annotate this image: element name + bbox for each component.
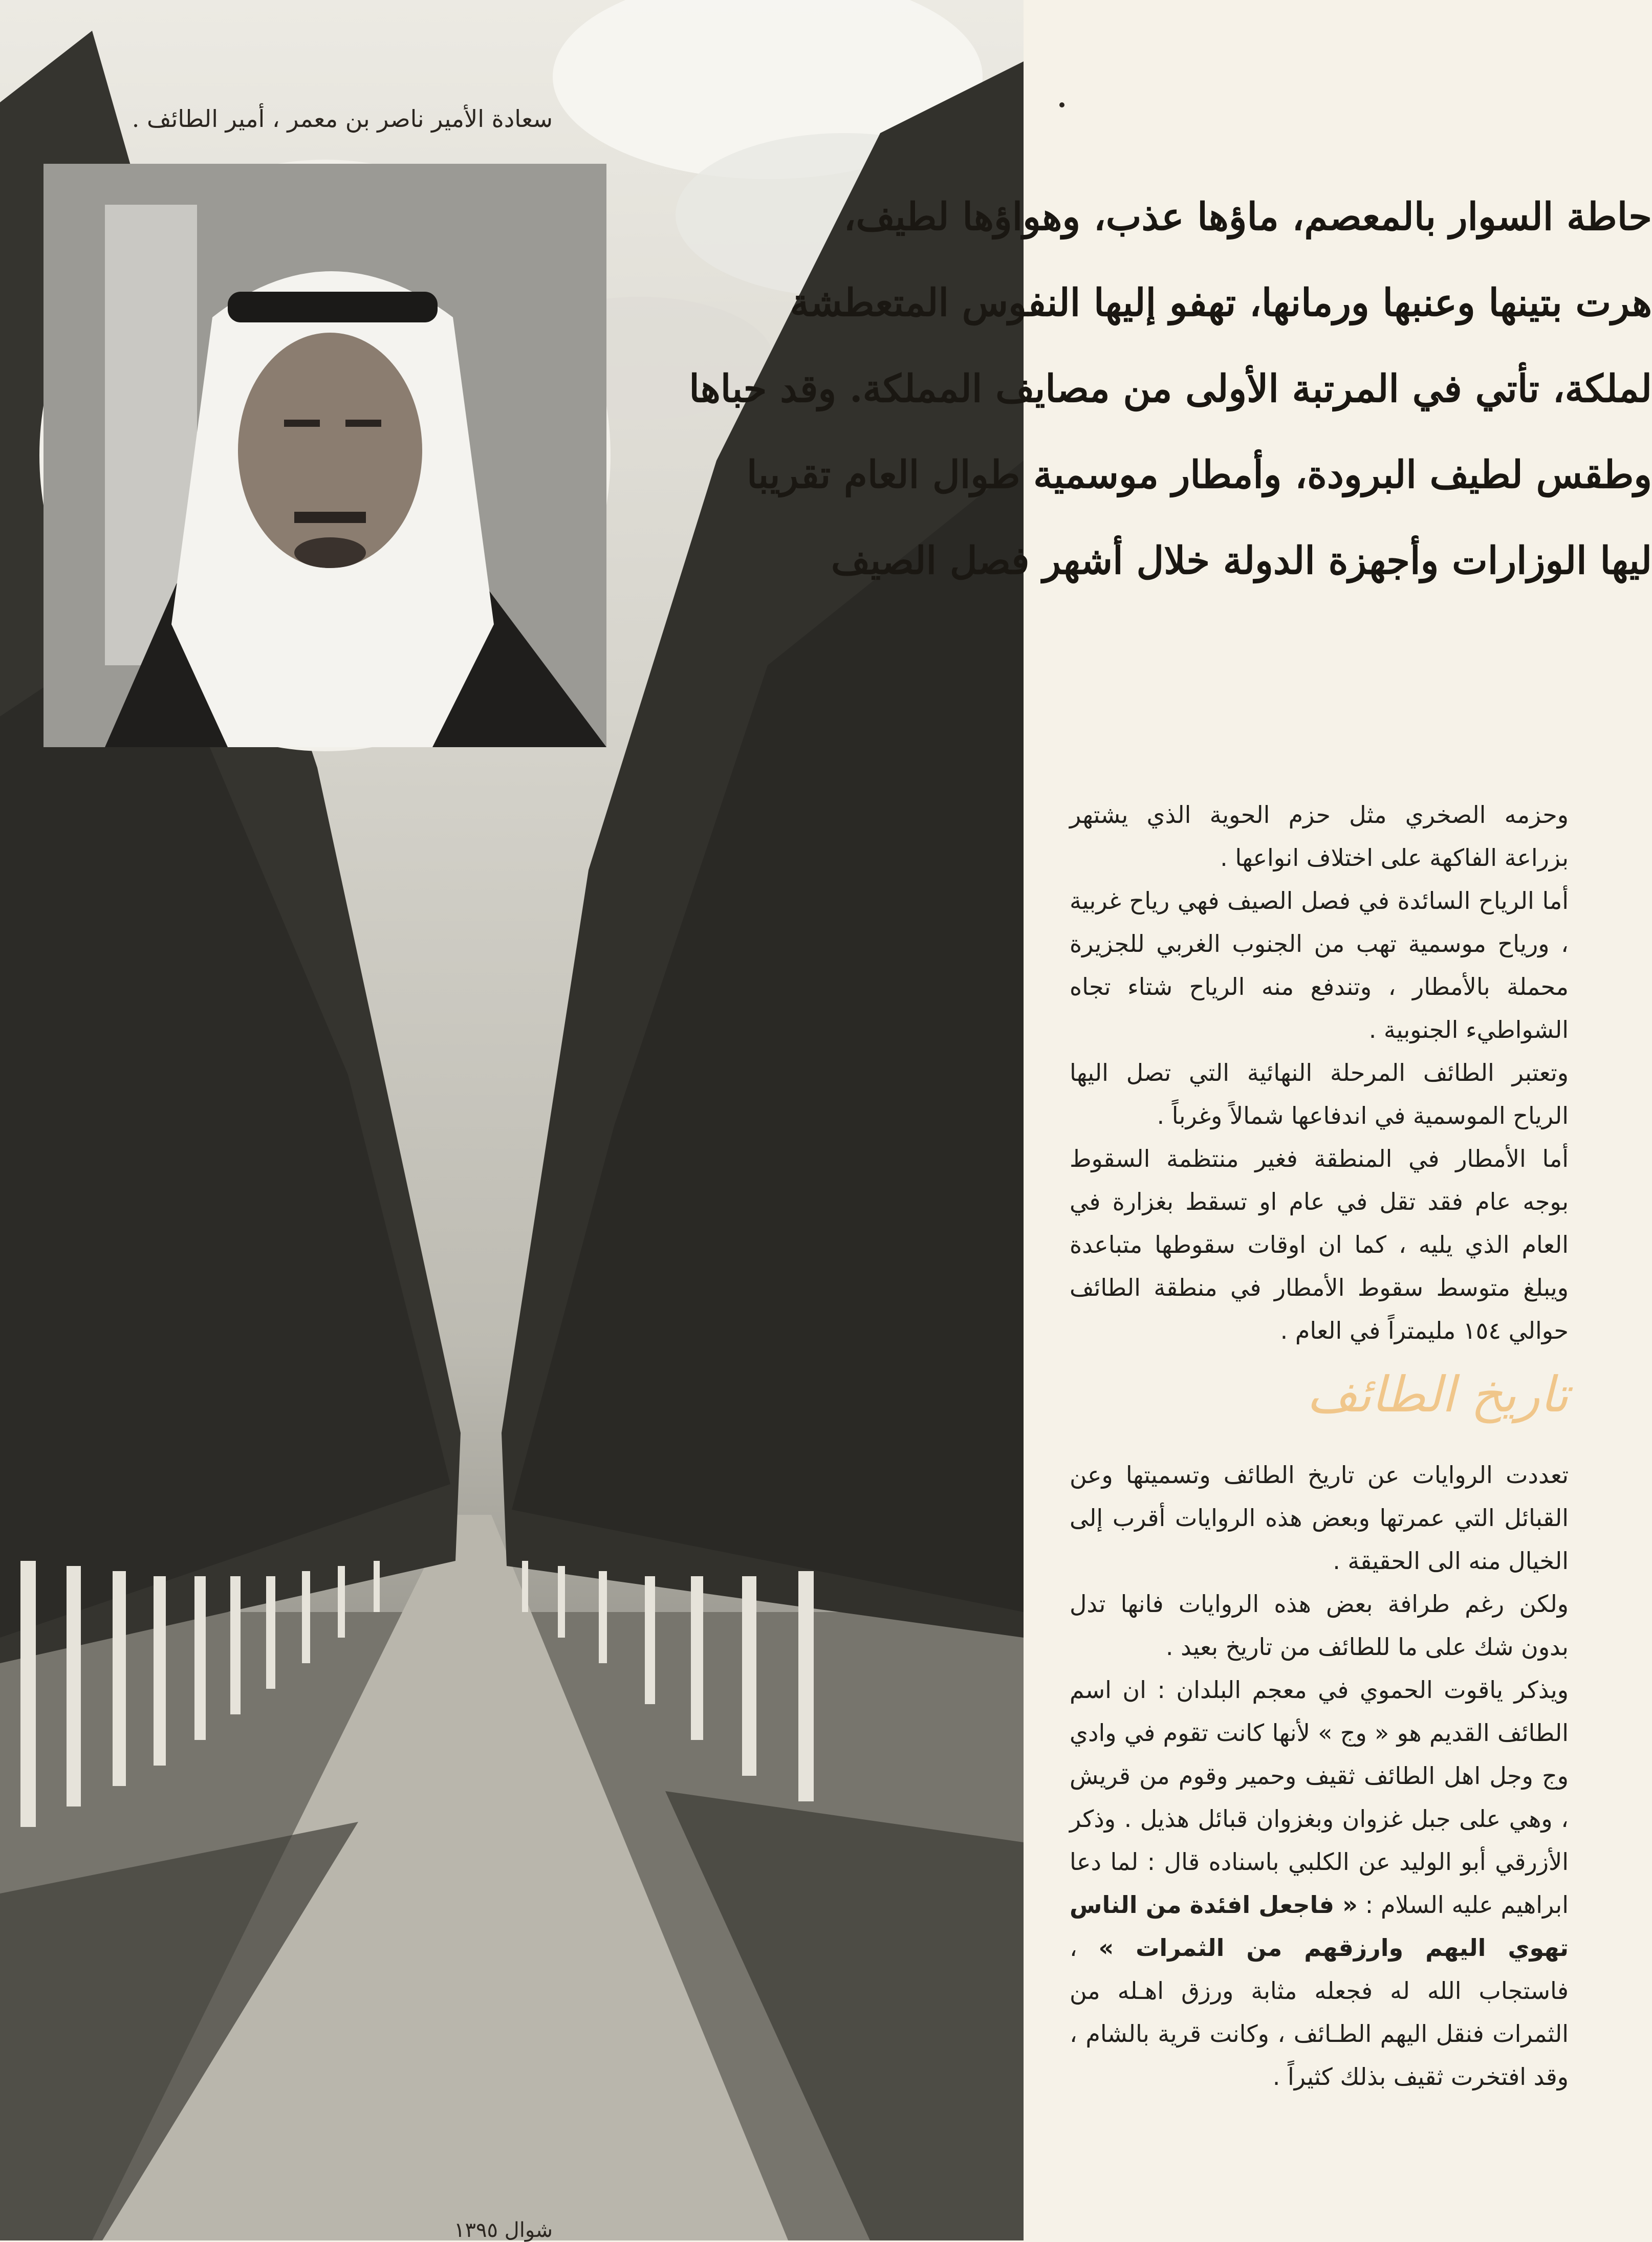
section-title: تاريخ الطائف bbox=[1307, 1366, 1569, 1423]
paragraph bbox=[1070, 1668, 1569, 2098]
headline-line: حاطة السوار بالمعصم، ماؤها عذب، وهواؤها لطيف، bbox=[843, 195, 1652, 239]
article-body-history bbox=[1070, 1453, 1569, 2098]
paragraph: أما الرياح السائدة في فصل الصيف فهي رياح غربية ، ورياح موسمية تهب من الجنوب الغربي للجزيرة محملة بالأمطار ، وتندفع منه الرياح شتاء تجاه الشواطيء الجنوبية . bbox=[1070, 887, 1569, 1043]
page-footer-date: شوال ١٣٩٥ bbox=[453, 2218, 553, 2242]
portrait-photo bbox=[44, 164, 606, 747]
portrait-figure bbox=[44, 164, 606, 747]
paragraph-text: ، فاستجاب الله له فجعله مثابة ورزق اهـله من الثمرات فنقل اليهم الطـائف ، وكانت قرية بالشام ، وقد افتخرت ثقيف بذلك كثيراً . bbox=[1070, 1934, 1569, 2091]
paragraph: تعددت الروايات عن تاريخ الطائف وتسميتها وعن القبائل التي عمرتها وبعض هذه الروايات أقرب إلى الخيال منه الى الحقيقة . bbox=[1070, 1461, 1569, 1575]
decorative-dot bbox=[1059, 102, 1064, 107]
article-body-climate bbox=[1070, 793, 1569, 1352]
paragraph: أما الأمطار في المنطقة فغير منتظمة السقوط بوجه عام فقد تقل في عام او تسقط بغزارة في العام الذي يليه ، كما ان اوقات سقوطها متباعدة ويبلغ متوسط سقوط الأمطار في منطقة الطائف حوالي ١٥٤ مليمتراً في العام . bbox=[1070, 1145, 1569, 1344]
headline-line: لملكة، تأتي في المرتبة الأولى من مصايف المملكة. وقد حباها bbox=[689, 367, 1652, 411]
paragraph: وتعتبر الطائف المرحلة النهائية التي تصل اليها الرياح الموسمية في اندفاعها شمالاً وغرباً . bbox=[1070, 1059, 1569, 1129]
headline-line: ليها الوزارات وأجهزة الدولة خلال أشهر فصل الصيف bbox=[831, 539, 1652, 583]
paragraph: ولكن رغم طرافة بعض هذه الروايات فانها تدل بدون شك على ما للطائف من تاريخ بعيد . bbox=[1070, 1590, 1569, 1661]
paragraph: وحزمه الصخري مثل حزم الحوية الذي يشتهر بزراعة الفاكهة على اختلاف انواعها . bbox=[1070, 801, 1569, 872]
photo-caption: سعادة الأمير ناصر بن معمر ، أمير الطائف . bbox=[132, 105, 553, 133]
headline-line: وطقس لطيف البرودة، وأمطار موسمية طوال العام تقريبا bbox=[746, 453, 1652, 497]
article-column bbox=[689, 0, 1652, 2240]
quran-quote: « فاجعل افئدة من الناس تهوي اليهم وارزقهم من الثمرات » bbox=[1070, 1891, 1569, 1962]
headline-line: هرت بتينها وعنبها ورمانها، تهفو إليها النفوس المتعطشة bbox=[790, 281, 1652, 325]
article-headline bbox=[689, 174, 1652, 604]
paragraph-text: ويذكر ياقوت الحموي في معجم البلدان : ان اسم الطائف القديم هو « وج » لأنها كانت تقوم في وادي وج وجل اهل الطائف ثقيف وحمير وقوم من قريش ، وهي على جبل غزوان وبغزوان قبائل هذيل . وذكر الأزرقي أبو الوليد عن الكلبي باسناده قال : لما دعا ابراهيم عليه السلام : bbox=[1070, 1676, 1569, 1919]
